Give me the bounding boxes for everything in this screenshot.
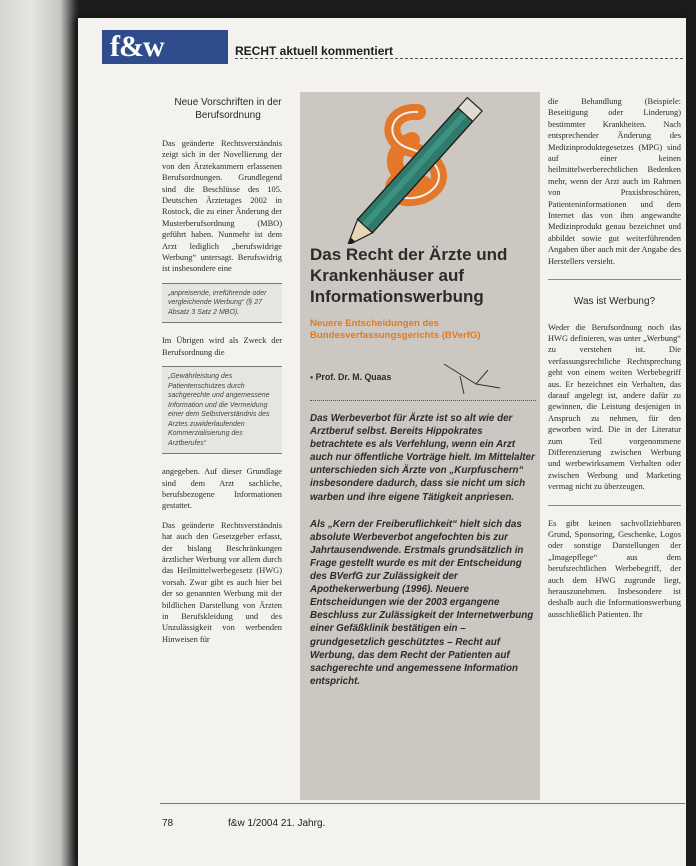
right-column [548,96,681,628]
left-quote-1: „anpreisende, irreführende oder vergleichende Werbung“ (§ 27 Absatz 3 Satz 2 MBO). [162,283,282,324]
left-paragraph-2: Im Übrigen wird als Zweck der Berufsordnung die [162,336,282,357]
signature-scribble-icon [440,358,506,398]
left-column [162,96,282,653]
bullet-icon: ▪ [310,372,316,382]
author-label: Prof. Dr. M. Quaas [315,372,392,382]
feature-box [300,92,540,800]
header-rule [235,58,683,59]
left-paragraph-1: Das geänderte Rechtsverständnis zeigt sich in der Novellierung der von den Ärztekammern erlassenen Berufsordnungen. Grundlegend sind die Beschlüsse des 105. Deutschen Ärztetages 2002 in Rostock, die zu einer Änderung der Musterberufsordnung (MBO) geführt haben. Nunmehr ist dem Arzt lediglich „berufswidrige Werbung“ untersagt. Berufswidrig ist insbesondere eine [162,139,282,274]
left-paragraph-3: angegeben. Auf dieser Grundlage sind dem Arzt sachliche, berufsbezogene Informationen gestattet. [162,467,282,511]
right-paragraph-3: Es gibt keinen sachvollziehbaren Grund, Sponsoring, Geschenke, Logos oder sonstige Darstellungen der „Imagepflege“ aus dem berufsrechtlichen Werbebegriff, der auch dem HWG zugrunde liegt, herauszunehmen. Insbesondere ist deshalb auch die Informationswerbung ausschließlich Patienten. Ihr [548,518,681,619]
journal-citation: f&w 1/2004 21. Jahrg. [228,818,326,829]
feature-lead [310,412,538,702]
right-rule-2 [548,505,681,506]
left-heading: Neue Vorschriften in der Berufsordnung [174,97,282,121]
left-paragraph-4: Das geänderte Rechtsverständnis hat auch den Gesetzgeber erfasst, der bislang Beschränkungen ärztlicher Werbung vor allem durch das Heilmittelwerbegesetz (HWG) vorsah. Zwar gibt es auch hier bei der so genannten Werbung mit der bildlichen Darstellung von Ärzten in Berufskleidung und des Unzulässigkeit von werbenden Hinweisen für [162,520,282,644]
page-number: 78 [162,818,174,829]
pencil-paragraph-illustration [300,92,540,244]
magazine-logo: f&w [102,30,228,64]
right-paragraph-2: Weder die Berufsordnung noch das HWG definieren, was unter „Werbung“ zu verstehen ist. Die verfassungsrechtliche Rechtsprechung geht von einem weiten Werbebegriff aus. Er bezeichnet ein Verhalten, das darauf angelegt ist, andere dafür zu gewinnen, die Leistung desjenigen in Anspruch zu nehmen, für den geworben wird. Die in der Literatur zum Teil vorgenommene Differenzierung zwischen Werbung und werbewirksamem Verhalten oder zwischen Werbung und Marketing vermag nicht zu überzeugen. [548,322,681,492]
right-rule-1 [548,279,681,280]
feature-divider [310,400,536,401]
footer-rule [160,803,685,804]
section-header: RECHT aktuell kommentiert [235,44,394,58]
binding-shadow [0,0,78,866]
right-paragraph-1: die Behandlung (Beispiele: Beseitigung oder Linderung) bestimmter Krankheiten. Nach entsprechender Änderung des Medizinproduktegesetzes (MPG) sind auf einer keinen heilmittelwerberechtlichen Bedenken mehr, wenn der Arzt auch im Rahmen von Praxisbroschüren, Patienteninformationen und dem Internet das von ihm angewandte Medizinprodukt genau bezeichnet und abbildet sowie gut weiterführenden Angaben über auch mit der Angabe des Herstellers versieht. [548,97,681,266]
feature-title: Das Recht der Ärzte und Krankenhäuser auf Informationswerbung [310,245,508,306]
lead-paragraph-1: Das Werbeverbot für Ärzte ist so alt wie der Arztberuf selbst. Bereits Hippokrates betrachtete es als Verfehlung, wenn ein Arzt auch nur öffentliche Vorträge hielt. Im Mittelalter unterschieden sich Ärzte von „Kurpfuschern“ insbesondere dadurch, dass sie nicht um sich warben und ihre eigene Tätigkeit anpriesen. [310,413,535,503]
right-heading: Was ist Werbung? [573,296,656,308]
left-quote-2: „Gewährleistung des Patientenschutzes durch sachgerechte und angemessene Information und die Vermeidung einer dem Selbstverständnis des Arztes zuwiderlaufenden Kommerzialisierung des Arztberufes“ [162,366,282,454]
lead-paragraph-2: Als „Kern der Freiberuflichkeit“ hielt sich das absolute Werbeverbot angefochten bis zur Jahrtausendwende. Erstmals grundsätzlich in Frage gestellt wurde es mit der Entscheidung des BVerfG zur Zulässigkeit der Apothekerwerbung (1996). Neuere Entscheidungen wie der 2003 ergangene Beschluss zur Zulässigkeit der Internetwerbung einer Gefäßklinik bestätigen ein – grundgesetzlich geschütztes – Recht auf Werbung, das dem Recht der Patienten auf sachgerechte und angemessene Information entspricht. [310,518,534,687]
author-name [310,372,391,382]
feature-subtitle: Neuere Entscheidungen des Bundesverfassungsgerichts (BVerfG) [310,318,481,341]
